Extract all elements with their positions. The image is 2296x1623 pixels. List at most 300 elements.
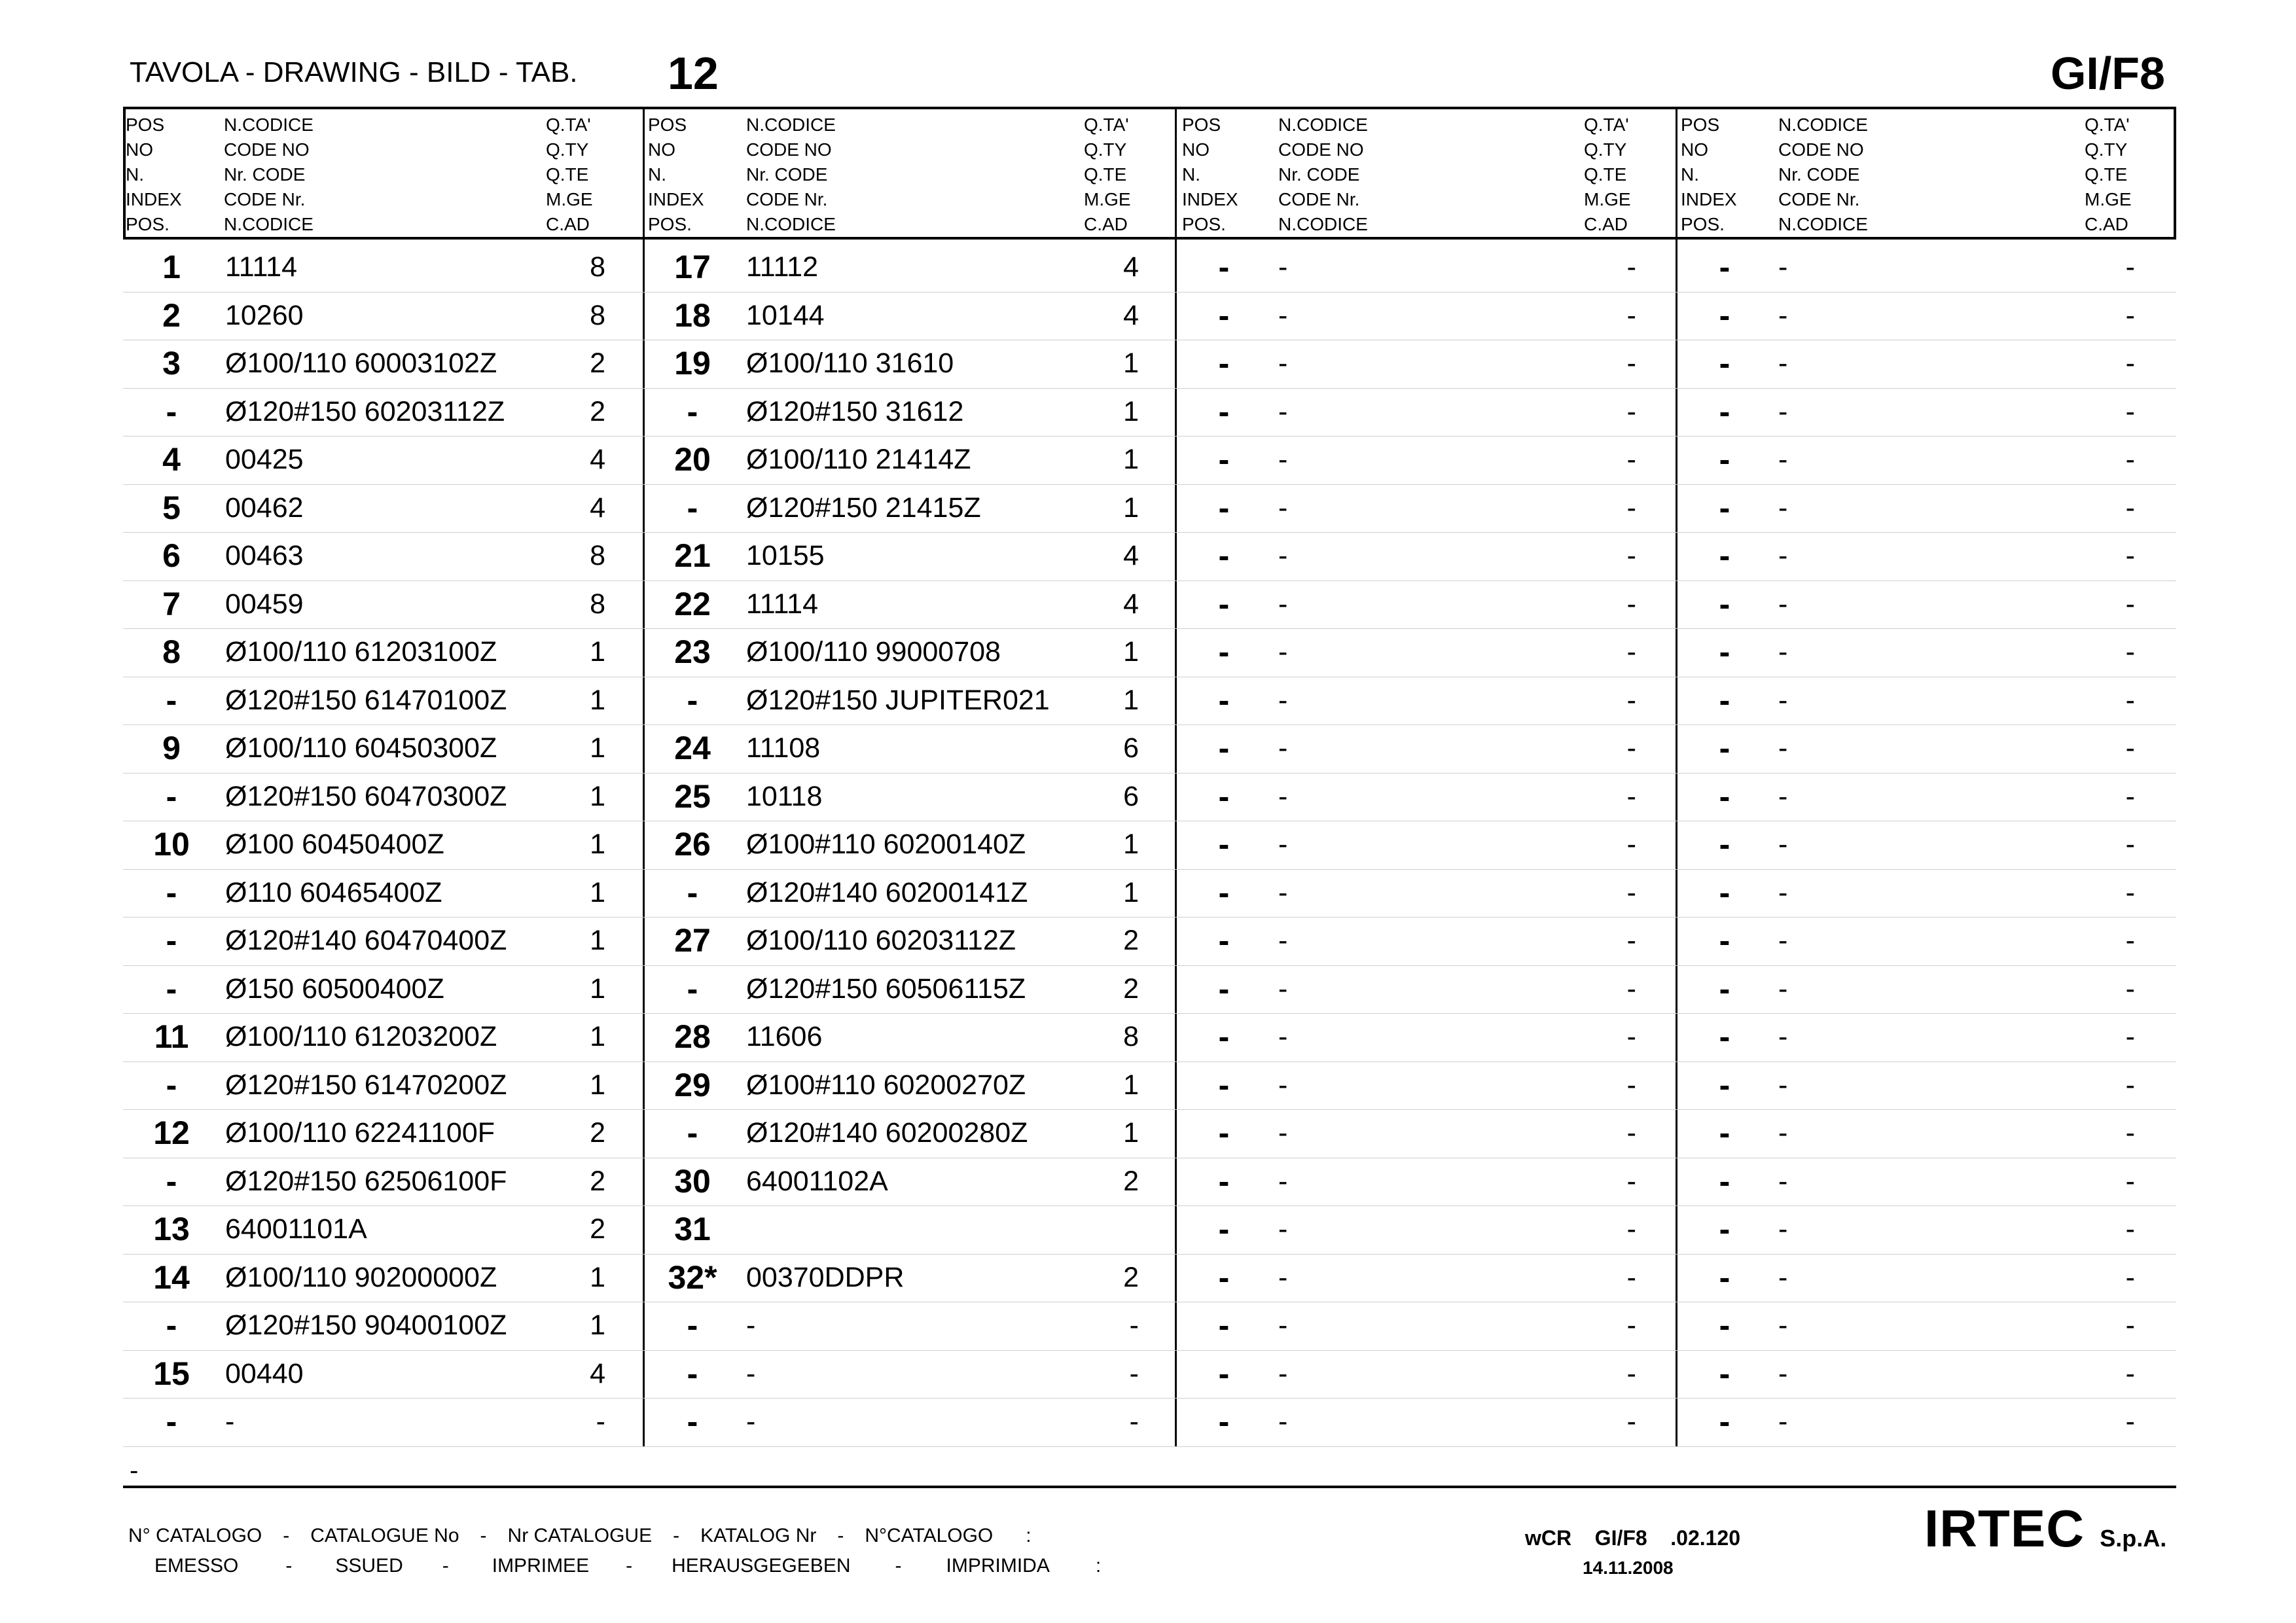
part-code: 00440 xyxy=(225,1358,304,1389)
pos-index: 20 xyxy=(674,441,711,478)
pos-index: - xyxy=(1719,922,1731,959)
row-separator xyxy=(123,1446,2176,1447)
footer-label-segment: KATALOG Nr xyxy=(700,1525,817,1546)
part-quantity: - xyxy=(2125,685,2135,716)
part-code: Ø100/110 61203100Z xyxy=(225,636,497,668)
footer-label-segment: IMPRIMEE xyxy=(492,1555,590,1577)
part-code: - xyxy=(1778,1213,1788,1245)
footer-label-segment: - xyxy=(442,1555,449,1577)
pos-index: 8 xyxy=(162,633,181,670)
catalog-number-label xyxy=(128,1525,1051,1547)
pos-index: - xyxy=(166,1163,177,1200)
part-code: 00425 xyxy=(225,444,304,475)
part-quantity: - xyxy=(2125,925,2135,956)
company-name: IRTEC xyxy=(1924,1499,2085,1558)
part-quantity: 1 xyxy=(1123,685,1139,716)
pos-index: - xyxy=(687,682,698,719)
part-quantity: - xyxy=(2125,348,2135,379)
part-code: Ø120#150 21415Z xyxy=(746,492,981,524)
issue-date: 14.11.2008 xyxy=(1583,1558,1674,1578)
part-code: 64001101A xyxy=(225,1213,367,1245)
part-quantity: - xyxy=(2125,300,2135,331)
pos-index: - xyxy=(1218,537,1230,574)
row-separator xyxy=(123,484,2176,485)
part-code: - xyxy=(1778,973,1788,1005)
pos-index: 1 xyxy=(162,249,181,285)
pos-index: - xyxy=(1719,1067,1731,1103)
part-code: 00370DDPR xyxy=(746,1262,905,1293)
part-quantity: 2 xyxy=(1123,1262,1139,1293)
part-quantity: - xyxy=(2125,877,2135,908)
part-quantity: - xyxy=(1626,973,1636,1005)
pos-index: - xyxy=(687,393,698,430)
pos-index: 9 xyxy=(162,730,181,766)
part-quantity: - xyxy=(1626,829,1636,860)
part-code: 11114 xyxy=(746,588,818,620)
pos-index: - xyxy=(166,778,177,815)
part-code: 11114 xyxy=(225,251,297,283)
footer-label-segment: - xyxy=(895,1555,902,1577)
part-code: - xyxy=(1278,348,1288,379)
pos-index: - xyxy=(1218,1403,1230,1440)
part-code: - xyxy=(1778,540,1788,571)
footer-label-segment: Nr CATALOGUE xyxy=(507,1525,653,1546)
model-code: GI/F8 xyxy=(2050,48,2165,99)
pos-index: 30 xyxy=(674,1163,711,1200)
part-quantity: 6 xyxy=(1123,732,1139,764)
pos-index: 27 xyxy=(674,922,711,959)
part-code: - xyxy=(1778,1406,1788,1437)
footer-label-segment: HERAUSGEGEBEN xyxy=(672,1555,851,1577)
part-code: Ø100/110 60203112Z xyxy=(746,925,1016,956)
qty-header-4: Q.TA' Q.TY Q.TE M.GE C.AD xyxy=(2085,115,2132,234)
pos-index: 22 xyxy=(674,586,711,622)
part-code: Ø120#150 61470100Z xyxy=(225,685,507,716)
part-quantity: - xyxy=(2125,540,2135,571)
pos-index: - xyxy=(1218,971,1230,1007)
part-quantity: - xyxy=(1626,540,1636,571)
part-code: - xyxy=(1278,973,1288,1005)
pos-index: - xyxy=(1218,1067,1230,1103)
part-code: Ø100#110 60200270Z xyxy=(746,1069,1026,1101)
pos-index: 21 xyxy=(674,537,711,574)
drawing-title-label: TAVOLA - DRAWING - BILD - TAB. xyxy=(130,56,578,88)
column-header-box xyxy=(123,107,2176,240)
pos-index: - xyxy=(1719,1259,1731,1296)
pos-index: 23 xyxy=(674,633,711,670)
part-quantity: - xyxy=(2125,1262,2135,1293)
pos-index: - xyxy=(1218,1307,1230,1344)
part-quantity: - xyxy=(1626,1117,1636,1149)
pos-index: - xyxy=(687,1403,698,1440)
footer-label-segment: - xyxy=(626,1555,633,1577)
pos-index: 13 xyxy=(153,1211,190,1247)
part-code: Ø120#150 31612 xyxy=(746,396,964,427)
pos-index: - xyxy=(1719,874,1731,911)
column-divider-3 xyxy=(1676,108,1677,1446)
pos-index: - xyxy=(1719,1307,1731,1344)
row-separator xyxy=(123,532,2176,533)
pos-index: 28 xyxy=(674,1018,711,1055)
part-quantity: - xyxy=(2125,973,2135,1005)
part-code: - xyxy=(1778,588,1788,620)
catalog-code: wCR GI/F8 .02.120 xyxy=(1525,1526,1741,1550)
part-quantity: 2 xyxy=(1123,973,1139,1005)
part-quantity: - xyxy=(596,1406,605,1437)
part-quantity: - xyxy=(1626,348,1636,379)
code-header-2: N.CODICE CODE NO Nr. CODE CODE Nr. N.CODICE xyxy=(746,115,836,234)
pos-index: - xyxy=(1719,490,1731,526)
pos-index: 6 xyxy=(162,537,181,574)
part-quantity: - xyxy=(1626,877,1636,908)
pos-index: - xyxy=(1218,682,1230,719)
part-code: - xyxy=(1778,829,1788,860)
part-quantity: - xyxy=(1626,444,1636,475)
part-code: - xyxy=(1778,1069,1788,1101)
part-quantity: 2 xyxy=(590,1166,605,1197)
pos-index: - xyxy=(687,971,698,1007)
pos-index: - xyxy=(1719,441,1731,478)
pos-index: 15 xyxy=(153,1355,190,1392)
part-quantity: 8 xyxy=(590,300,605,331)
pos-index: - xyxy=(1719,971,1731,1007)
pos-index: 31 xyxy=(674,1211,711,1247)
column-divider-1 xyxy=(643,108,645,1446)
pos-index: - xyxy=(1719,1115,1731,1151)
part-quantity: - xyxy=(2125,781,2135,812)
part-code: - xyxy=(1278,492,1288,524)
part-quantity: - xyxy=(2125,1213,2135,1245)
column-divider-2 xyxy=(1175,108,1177,1446)
pos-index: - xyxy=(166,922,177,959)
pos-index: - xyxy=(1218,249,1230,285)
part-quantity: 6 xyxy=(1123,781,1139,812)
part-quantity: 1 xyxy=(1123,1069,1139,1101)
part-quantity: - xyxy=(1626,492,1636,524)
part-quantity: 1 xyxy=(590,1262,605,1293)
part-code: - xyxy=(1278,1406,1288,1437)
part-quantity: 4 xyxy=(1123,300,1139,331)
part-quantity: 1 xyxy=(1123,829,1139,860)
part-quantity: 1 xyxy=(1123,636,1139,668)
footer-label-segment: IMPRIMIDA xyxy=(946,1555,1050,1577)
footer-label-segment: - xyxy=(285,1555,293,1577)
part-code: - xyxy=(1278,1213,1288,1245)
pos-index: - xyxy=(166,1307,177,1344)
pos-index: - xyxy=(687,874,698,911)
part-code: Ø120#150 60506115Z xyxy=(746,973,1026,1005)
part-quantity: - xyxy=(2125,732,2135,764)
part-code: 64001102A xyxy=(746,1166,888,1197)
pos-index: - xyxy=(1719,345,1731,382)
part-quantity: 1 xyxy=(590,732,605,764)
part-code: 11108 xyxy=(746,732,821,764)
part-quantity: 8 xyxy=(1123,1021,1139,1052)
pos-index: - xyxy=(1218,778,1230,815)
pos-index: - xyxy=(166,971,177,1007)
part-quantity: - xyxy=(1626,1310,1636,1341)
footer-label-segment: : xyxy=(1026,1525,1031,1546)
pos-index: - xyxy=(687,1307,698,1344)
company-suffix: S.p.A. xyxy=(2100,1525,2167,1552)
part-code: Ø100 60450400Z xyxy=(225,829,444,860)
row-separator xyxy=(123,1205,2176,1206)
footer-label-segment: - xyxy=(480,1525,487,1546)
part-code: 10155 xyxy=(746,540,825,571)
part-code: - xyxy=(225,1406,235,1437)
pos-index: - xyxy=(1218,1355,1230,1392)
part-quantity: 2 xyxy=(590,396,605,427)
part-quantity: 4 xyxy=(590,444,605,475)
pos-index: 26 xyxy=(674,826,711,863)
part-quantity: 1 xyxy=(590,925,605,956)
pos-index: 3 xyxy=(162,345,181,382)
pos-index: - xyxy=(1218,1115,1230,1151)
part-code: - xyxy=(1278,685,1288,716)
part-code: - xyxy=(1778,492,1788,524)
part-quantity: 8 xyxy=(590,251,605,283)
part-quantity: - xyxy=(2125,1310,2135,1341)
part-code: - xyxy=(746,1310,756,1341)
pos-index: - xyxy=(166,874,177,911)
part-quantity: - xyxy=(2125,1069,2135,1101)
part-quantity: - xyxy=(1626,300,1636,331)
pos-index: - xyxy=(1719,1211,1731,1247)
pos-index: - xyxy=(1218,1163,1230,1200)
part-quantity xyxy=(1008,1205,1139,1253)
pos-index: - xyxy=(1218,826,1230,863)
pos-index: 24 xyxy=(674,730,711,766)
part-quantity: - xyxy=(1626,1262,1636,1293)
issued-label xyxy=(154,1555,1121,1577)
part-quantity: 1 xyxy=(590,781,605,812)
part-quantity: - xyxy=(2125,636,2135,668)
row-separator xyxy=(123,1350,2176,1351)
part-quantity: - xyxy=(1626,396,1636,427)
part-code: - xyxy=(1278,396,1288,427)
pos-index: - xyxy=(1218,1018,1230,1055)
part-quantity: - xyxy=(2125,444,2135,475)
pos-index: - xyxy=(1719,393,1731,430)
part-code: - xyxy=(1778,1166,1788,1197)
footer-divider xyxy=(123,1486,2176,1488)
part-quantity: - xyxy=(2125,1358,2135,1389)
part-code: - xyxy=(1778,1262,1788,1293)
footer-label-segment: - xyxy=(283,1525,290,1546)
part-quantity: - xyxy=(1129,1358,1139,1389)
part-quantity: - xyxy=(1626,781,1636,812)
pos-index: 4 xyxy=(162,441,181,478)
part-code: Ø120#150 62506100F xyxy=(225,1166,507,1197)
part-quantity: 1 xyxy=(1123,348,1139,379)
part-quantity: 1 xyxy=(590,685,605,716)
part-quantity: 2 xyxy=(590,1213,605,1245)
part-code: Ø100/110 60450300Z xyxy=(225,732,497,764)
qty-header-1: Q.TA' Q.TY Q.TE M.GE C.AD xyxy=(546,115,593,234)
part-quantity: 4 xyxy=(1123,540,1139,571)
pos-index: - xyxy=(1218,730,1230,766)
company-logo xyxy=(1924,1499,2166,1559)
part-quantity: 2 xyxy=(590,348,605,379)
part-code: Ø150 60500400Z xyxy=(225,973,444,1005)
pos-index: - xyxy=(1719,537,1731,574)
part-code: - xyxy=(1778,251,1788,283)
part-quantity: 4 xyxy=(590,1358,605,1389)
part-quantity: - xyxy=(2125,829,2135,860)
part-code: - xyxy=(1278,444,1288,475)
part-code: - xyxy=(746,1358,756,1389)
part-quantity: - xyxy=(2125,1021,2135,1052)
pos-index: - xyxy=(1719,682,1731,719)
pos-index: - xyxy=(1218,297,1230,334)
part-quantity: - xyxy=(2125,1166,2135,1197)
part-code: - xyxy=(1278,251,1288,283)
part-code: Ø100#110 60200140Z xyxy=(746,829,1026,860)
pos-index: 11 xyxy=(154,1018,189,1055)
part-quantity: - xyxy=(1626,1358,1636,1389)
part-code: - xyxy=(1278,829,1288,860)
footer-label-segment: CATALOGUE No xyxy=(310,1525,459,1546)
part-quantity: - xyxy=(1626,1021,1636,1052)
pos-index: - xyxy=(1218,1259,1230,1296)
part-code: 00462 xyxy=(225,492,304,524)
part-code: - xyxy=(1278,925,1288,956)
part-code: - xyxy=(1278,1262,1288,1293)
part-code: Ø100/110 90200000Z xyxy=(225,1262,497,1293)
code-header-4: N.CODICE CODE NO Nr. CODE CODE Nr. N.CODICE xyxy=(1778,115,1868,234)
part-code: Ø120#150 JUPITER021 xyxy=(746,685,1050,716)
row-separator xyxy=(123,580,2176,581)
row-separator xyxy=(123,1398,2176,1399)
pos-index: 7 xyxy=(162,586,181,622)
part-code: 00459 xyxy=(225,588,304,620)
part-quantity: 2 xyxy=(590,1117,605,1149)
pos-index: - xyxy=(687,1355,698,1392)
pos-index: 2 xyxy=(162,297,181,334)
footer-label-segment: - xyxy=(673,1525,680,1546)
part-quantity: 1 xyxy=(590,1069,605,1101)
part-quantity: 1 xyxy=(590,829,605,860)
pos-header-1: POS NO N. INDEX POS. xyxy=(126,115,182,234)
part-code: - xyxy=(1778,1117,1788,1149)
part-quantity: 8 xyxy=(590,540,605,571)
part-code: 00463 xyxy=(225,540,304,571)
code-header-1: N.CODICE CODE NO Nr. CODE CODE Nr. N.CODICE xyxy=(224,115,314,234)
part-code: Ø120#150 60203112Z xyxy=(225,396,505,427)
part-quantity: 1 xyxy=(590,636,605,668)
part-code: Ø100/110 60003102Z xyxy=(225,348,497,379)
pos-index: 14 xyxy=(153,1259,190,1296)
pos-index: 29 xyxy=(674,1067,711,1103)
footer-label-segment: - xyxy=(837,1525,844,1546)
part-code: Ø120#150 61470200Z xyxy=(225,1069,507,1101)
part-quantity: 1 xyxy=(1123,1117,1139,1149)
part-quantity: - xyxy=(2125,251,2135,283)
part-quantity: 4 xyxy=(1123,251,1139,283)
pos-index: - xyxy=(1218,490,1230,526)
footer-label-segment: EMESSO xyxy=(154,1555,239,1577)
part-quantity: 4 xyxy=(1123,588,1139,620)
part-code: - xyxy=(1778,877,1788,908)
pos-index: - xyxy=(1719,586,1731,622)
part-quantity: 1 xyxy=(1123,444,1139,475)
part-quantity: 1 xyxy=(590,877,605,908)
part-code: 11606 xyxy=(746,1021,823,1052)
pos-index: - xyxy=(1719,730,1731,766)
part-code: 10260 xyxy=(225,300,304,331)
row-separator xyxy=(123,436,2176,437)
pos-header-4: POS NO N. INDEX POS. xyxy=(1681,115,1737,234)
part-quantity: - xyxy=(1626,1166,1636,1197)
part-quantity: - xyxy=(1626,732,1636,764)
part-code: - xyxy=(1778,396,1788,427)
row-separator xyxy=(123,292,2176,293)
part-code: - xyxy=(1278,1069,1288,1101)
pos-index: - xyxy=(1719,297,1731,334)
pos-index: - xyxy=(1719,1018,1731,1055)
part-quantity: - xyxy=(1626,685,1636,716)
pos-header-2: POS NO N. INDEX POS. xyxy=(648,115,704,234)
pos-index: - xyxy=(1218,633,1230,670)
pos-index: 17 xyxy=(674,249,711,285)
part-quantity: - xyxy=(1626,1406,1636,1437)
part-quantity: - xyxy=(1626,588,1636,620)
part-quantity: - xyxy=(1626,251,1636,283)
part-code: Ø120#140 60200141Z xyxy=(746,877,1028,908)
part-code: - xyxy=(1278,588,1288,620)
code-header-3: N.CODICE CODE NO Nr. CODE CODE Nr. N.CODICE xyxy=(1278,115,1368,234)
part-code: Ø110 60465400Z xyxy=(225,877,442,908)
pos-index: - xyxy=(1218,874,1230,911)
part-code: - xyxy=(1778,1358,1788,1389)
part-quantity: - xyxy=(1626,925,1636,956)
part-quantity: - xyxy=(2125,396,2135,427)
pos-index: 5 xyxy=(162,490,181,526)
pos-index: - xyxy=(1218,441,1230,478)
part-quantity: - xyxy=(2125,588,2135,620)
part-code: - xyxy=(746,1406,756,1437)
part-code: - xyxy=(1778,444,1788,475)
part-code: - xyxy=(1778,732,1788,764)
pos-index: - xyxy=(1719,633,1731,670)
part-code: - xyxy=(1278,1358,1288,1389)
part-quantity: - xyxy=(1626,1069,1636,1101)
pos-index: 19 xyxy=(674,345,711,382)
part-code: Ø120#150 60470300Z xyxy=(225,781,507,812)
pos-index: - xyxy=(1218,393,1230,430)
footer-label-segment: SSUED xyxy=(335,1555,403,1577)
part-quantity: - xyxy=(1626,1213,1636,1245)
part-quantity: - xyxy=(2125,1117,2135,1149)
qty-header-2: Q.TA' Q.TY Q.TE M.GE C.AD xyxy=(1084,115,1131,234)
pos-index: 25 xyxy=(674,778,711,815)
table-number: 12 xyxy=(668,48,719,99)
part-code: - xyxy=(1278,781,1288,812)
part-code: 10118 xyxy=(746,781,823,812)
part-code: - xyxy=(1278,732,1288,764)
pos-index: - xyxy=(1719,826,1731,863)
part-code: - xyxy=(1278,636,1288,668)
part-quantity: 1 xyxy=(1123,492,1139,524)
part-code: - xyxy=(1778,348,1788,379)
pos-index: - xyxy=(1719,778,1731,815)
pos-index: - xyxy=(1719,1355,1731,1392)
part-code: - xyxy=(1278,1310,1288,1341)
pos-index: - xyxy=(166,1403,177,1440)
pos-index: - xyxy=(1719,1163,1731,1200)
part-quantity: 1 xyxy=(1123,877,1139,908)
part-quantity: - xyxy=(1129,1406,1139,1437)
